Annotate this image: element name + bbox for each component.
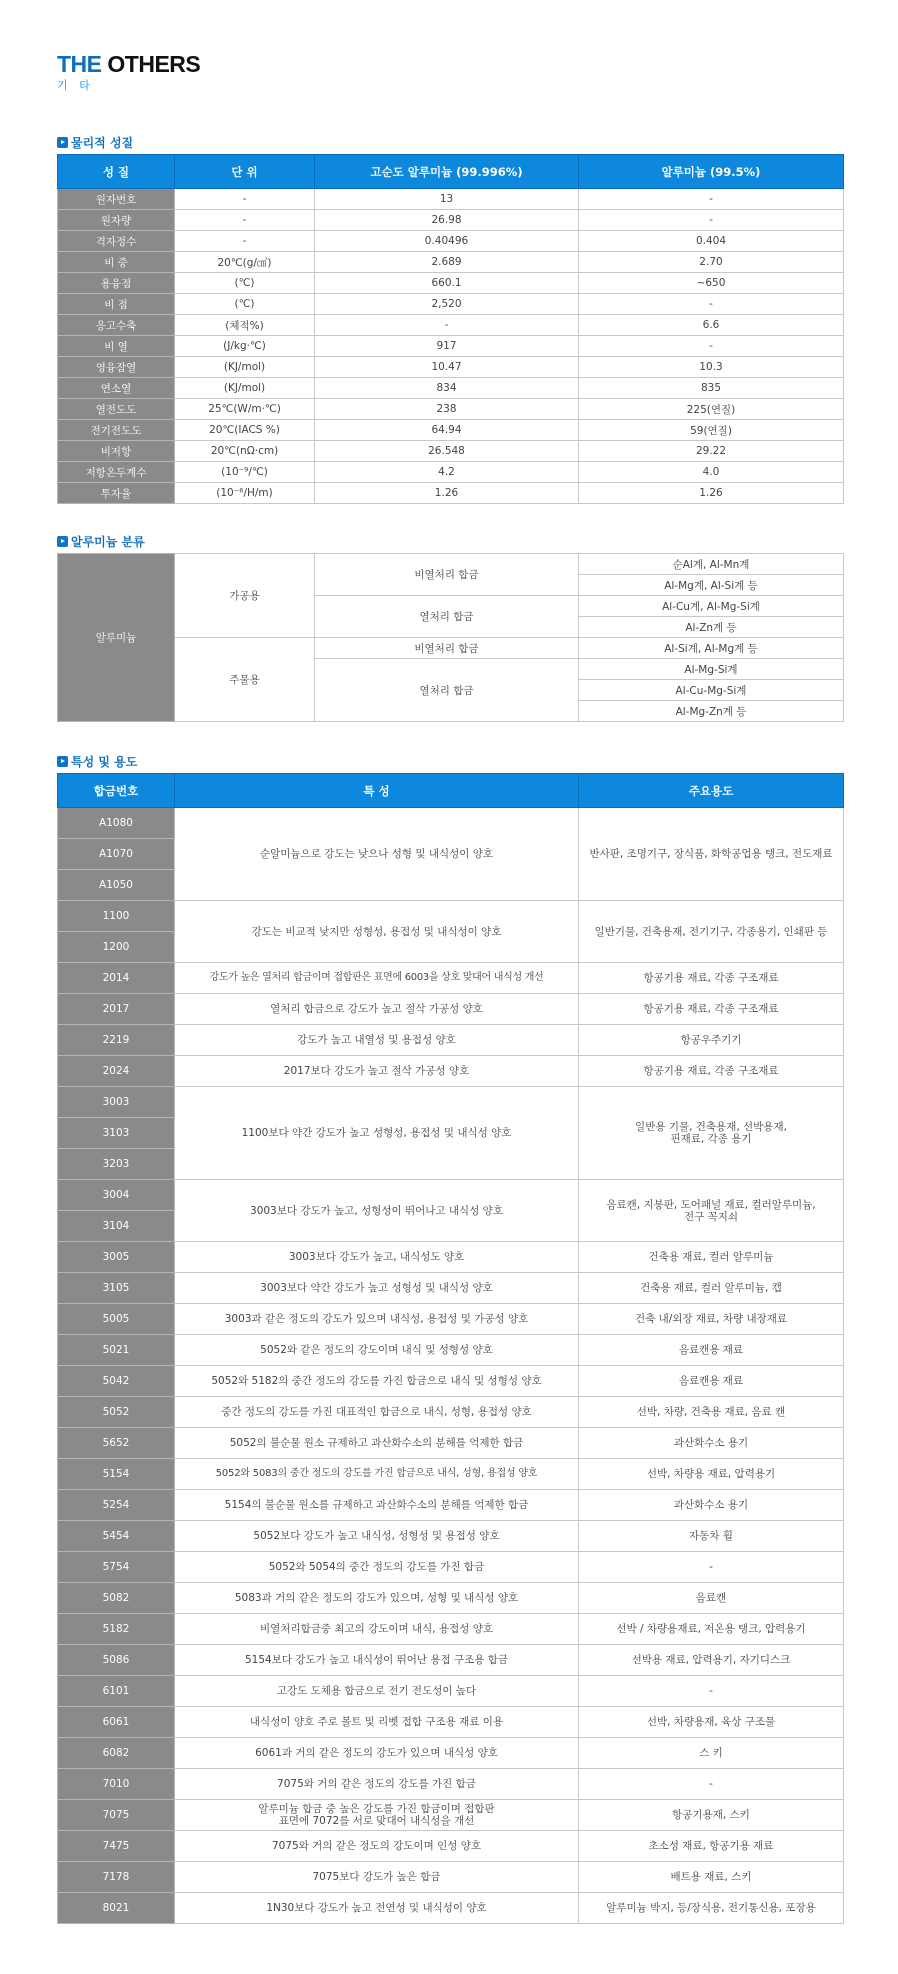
property-name: 열전도도 (58, 399, 175, 420)
aluminum-value: ~650 (579, 273, 844, 294)
alloy-application: 건축 내/외장 재료, 차량 내장재료 (579, 1304, 844, 1335)
table-row (58, 1490, 844, 1521)
section-title-physical (57, 134, 133, 150)
high-purity-value: 2.689 (315, 252, 579, 273)
alloy-feature: 3003보다 강도가 높고, 성형성이 뛰어나고 내식성 양호 (175, 1180, 579, 1242)
alloy-feature: 5154보다 강도가 높고 내식성이 뛰어난 용접 구조용 합금 (175, 1645, 579, 1676)
table-row (58, 231, 844, 252)
table-row (58, 1087, 844, 1118)
aluminum-value: - (579, 336, 844, 357)
alloy-code: 2219 (58, 1025, 175, 1056)
alloy-feature: 7075와 거의 같은 정도의 강도이며 인성 양호 (175, 1831, 579, 1862)
property-unit: (J/kg·℃) (175, 336, 315, 357)
alloy-code: 2017 (58, 994, 175, 1025)
property-name: 원자량 (58, 210, 175, 231)
alloy-application: 항공기용 재료, 각종 구조재료 (579, 963, 844, 994)
property-unit: (℃) (175, 294, 315, 315)
alloy-feature: 6061과 거의 같은 정도의 강도가 있으며 내식성 양호 (175, 1738, 579, 1769)
table-row (58, 336, 844, 357)
table-header-row (58, 774, 844, 808)
class-wrought-heat: 열처리 합금 (315, 596, 579, 638)
alloy-code: 8021 (58, 1893, 175, 1924)
high-purity-value: 1.26 (315, 483, 579, 504)
table-row (58, 462, 844, 483)
table-header-row (58, 155, 844, 189)
aluminum-value: - (579, 189, 844, 210)
arrow-bullet-icon (57, 756, 68, 767)
alloy-code: 6061 (58, 1707, 175, 1738)
table-row (58, 357, 844, 378)
property-name: 저항온두계수 (58, 462, 175, 483)
alloy-feature: 5052와 5054의 중간 정도의 강도를 가진 합금 (175, 1552, 579, 1583)
alloy-application: 과산화수소 용기 (579, 1490, 844, 1521)
alloy-application: 선박 / 차량용재료, 저온용 탱크, 압력용기 (579, 1614, 844, 1645)
table-row (58, 963, 844, 994)
property-name: 전기전도도 (58, 420, 175, 441)
alloy-application (579, 1180, 844, 1242)
table-row (58, 1800, 844, 1831)
alloy-code: 3203 (58, 1149, 175, 1180)
alloy-application: 건축용 재료, 컬러 알루미늄, 캡 (579, 1273, 844, 1304)
alloy-code: 1100 (58, 901, 175, 932)
table-row (58, 1893, 844, 1924)
class-cell: Al-Mg계, Al-Si계 등 (579, 575, 844, 596)
class-root: 알루미늄 (58, 554, 175, 722)
alloy-feature: 7075보다 강도가 높은 합금 (175, 1862, 579, 1893)
table-row (58, 1676, 844, 1707)
table-row (58, 1707, 844, 1738)
aluminum-value: 6.6 (579, 315, 844, 336)
aluminum-value: 0.404 (579, 231, 844, 252)
table-row (58, 1459, 844, 1490)
aluminum-value: - (579, 210, 844, 231)
table-row (58, 1366, 844, 1397)
alloy-application: 항공기용재, 스키 (579, 1800, 844, 1831)
high-purity-value: 13 (315, 189, 579, 210)
alloy-application: 일반기물, 건축용재, 전기기구, 각종용기, 인쇄판 등 (579, 901, 844, 963)
alloy-application: 초소성 재료, 항공기용 재료 (579, 1831, 844, 1862)
feature-line: 알루미늄 합금 중 높은 강도를 가진 합금이며 접합판 (258, 1803, 495, 1815)
table-row (58, 808, 844, 839)
col-header-high-purity: 고순도 알루미늄 (99.996%) (315, 155, 579, 189)
alloy-application: 선박, 차량용재, 육상 구조물 (579, 1707, 844, 1738)
alloy-code: 5652 (58, 1428, 175, 1459)
table-row (58, 1862, 844, 1893)
alloy-feature: 순알미늄으로 강도는 낮으나 성형 및 내식성이 양호 (175, 808, 579, 901)
table-row (58, 1273, 844, 1304)
col-header-aluminum: 알루미늄 (99.5%) (579, 155, 844, 189)
class-cell: Al-Zn계 등 (579, 617, 844, 638)
alloy-code: 5154 (58, 1459, 175, 1490)
alloy-code: 5254 (58, 1490, 175, 1521)
aluminum-value: 835 (579, 378, 844, 399)
alloy-code: 7178 (58, 1862, 175, 1893)
col-header-application: 주요용도 (579, 774, 844, 808)
col-header-feature: 특 성 (175, 774, 579, 808)
property-unit: (체적%) (175, 315, 315, 336)
col-header-property: 성 질 (58, 155, 175, 189)
alloy-uses-table (57, 773, 844, 1924)
table-row (58, 1242, 844, 1273)
property-name: 비 점 (58, 294, 175, 315)
high-purity-value: 4.2 (315, 462, 579, 483)
feature-line: 표면에 7072를 서로 맞대어 내식성을 개선 (278, 1815, 475, 1827)
high-purity-value: - (315, 315, 579, 336)
alloy-code: 7075 (58, 1800, 175, 1831)
aluminum-value: 4.0 (579, 462, 844, 483)
high-purity-value: 917 (315, 336, 579, 357)
application-line: 일반용 기물, 건축용재, 선박용재, (635, 1121, 787, 1133)
table-row (58, 189, 844, 210)
table-row (58, 1304, 844, 1335)
section-title-text: 알루미늄 분류 (71, 534, 145, 549)
table-row (58, 420, 844, 441)
class-cast-heat: 열처리 합금 (315, 659, 579, 722)
table-row (58, 210, 844, 231)
alloy-application: 항공기용 재료, 각종 구조재료 (579, 994, 844, 1025)
page-header (57, 52, 200, 93)
property-name: 비저항 (58, 441, 175, 462)
property-name: 비 중 (58, 252, 175, 273)
table-row (58, 1428, 844, 1459)
alloy-code: 7010 (58, 1769, 175, 1800)
alloy-code: 2014 (58, 963, 175, 994)
property-name: 격자정수 (58, 231, 175, 252)
class-cell: Al-Cu계, Al-Mg-Si계 (579, 596, 844, 617)
property-name: 용융점 (58, 273, 175, 294)
property-unit: (℃) (175, 273, 315, 294)
page-subtitle: 기 타 (57, 79, 94, 92)
property-name: 응고수축 (58, 315, 175, 336)
alloy-code: 5005 (58, 1304, 175, 1335)
section-title-text: 물리적 성질 (71, 135, 134, 150)
alloy-code: 6082 (58, 1738, 175, 1769)
alloy-code: 5082 (58, 1583, 175, 1614)
aluminum-value: 1.26 (579, 483, 844, 504)
aluminum-value: 2.70 (579, 252, 844, 273)
alloy-feature: 강도는 비교적 낮지만 성형성, 용접성 및 내식성이 양호 (175, 901, 579, 963)
alloy-feature: 5052와 5182의 중간 정도의 강도를 가진 합금으로 내식 및 성형성 양호 (175, 1366, 579, 1397)
table-row (58, 378, 844, 399)
class-wrought-non-heat: 비열처리 합금 (315, 554, 579, 596)
alloy-application: 선박, 차량, 건축용 재료, 음료 캔 (579, 1397, 844, 1428)
alloy-feature: 중간 정도의 강도를 가진 대표적인 합금으로 내식, 성형, 용접성 양호 (175, 1397, 579, 1428)
property-name: 영융잠열 (58, 357, 175, 378)
property-unit: 25℃(W/m·℃) (175, 399, 315, 420)
alloy-application: 선박용 재료, 압력용기, 자기디스크 (579, 1645, 844, 1676)
alloy-feature (175, 1800, 579, 1831)
alloy-code: 3103 (58, 1118, 175, 1149)
alloy-application: 음료캔용 재료 (579, 1366, 844, 1397)
classification-table (57, 553, 844, 722)
table-row (58, 1769, 844, 1800)
alloy-application: 선박, 차량용 재료, 압력용기 (579, 1459, 844, 1490)
property-unit: (KJ/mol) (175, 357, 315, 378)
alloy-code: 3005 (58, 1242, 175, 1273)
alloy-application: 음료캔용 재료 (579, 1335, 844, 1366)
table-row (58, 1521, 844, 1552)
alloy-code: 5754 (58, 1552, 175, 1583)
alloy-application: 음료캔 (579, 1583, 844, 1614)
property-unit: 20℃(nΩ·cm) (175, 441, 315, 462)
alloy-code: 3105 (58, 1273, 175, 1304)
alloy-application: - (579, 1769, 844, 1800)
table-row (58, 1583, 844, 1614)
alloy-code: 5086 (58, 1645, 175, 1676)
aluminum-value: 59(연질) (579, 420, 844, 441)
alloy-feature: 내식성이 양호 주로 볼트 및 리벳 접합 구조용 재료 이용 (175, 1707, 579, 1738)
section-title-text: 특성 및 용도 (71, 754, 138, 769)
alloy-application: - (579, 1676, 844, 1707)
property-unit: 20℃(IACS %) (175, 420, 315, 441)
col-header-alloy: 합금번호 (58, 774, 175, 808)
property-unit: - (175, 210, 315, 231)
alloy-application: 스 키 (579, 1738, 844, 1769)
alloy-application: 자동차 휠 (579, 1521, 844, 1552)
aluminum-value: 10.3 (579, 357, 844, 378)
alloy-feature: 5052와 같은 정도의 강도이며 내식 및 성형성 양호 (175, 1335, 579, 1366)
property-unit: (10⁻⁶/H/m) (175, 483, 315, 504)
table-row (58, 1831, 844, 1862)
table-row (58, 1552, 844, 1583)
alloy-feature: 3003보다 약간 강도가 높고 성형성 및 내식성 양호 (175, 1273, 579, 1304)
class-cast-non-heat: 비열처리 합금 (315, 638, 579, 659)
section-title-uses (57, 753, 137, 769)
property-unit: - (175, 231, 315, 252)
table-row (58, 1397, 844, 1428)
high-purity-value: 26.548 (315, 441, 579, 462)
table-row (58, 1335, 844, 1366)
property-name: 연소열 (58, 378, 175, 399)
alloy-code: 3003 (58, 1087, 175, 1118)
high-purity-value: 834 (315, 378, 579, 399)
alloy-feature: 3003보다 강도가 높고, 내식성도 양호 (175, 1242, 579, 1273)
alloy-feature: 열처리 합금으로 강도가 높고 절삭 가공성 양호 (175, 994, 579, 1025)
brand-prefix: THE (57, 51, 102, 77)
high-purity-value: 660.1 (315, 273, 579, 294)
property-unit: (KJ/mol) (175, 378, 315, 399)
brand-title (57, 52, 200, 76)
section-title-classification (57, 533, 145, 549)
alloy-code: 5454 (58, 1521, 175, 1552)
table-row (58, 1025, 844, 1056)
alloy-code: A1050 (58, 870, 175, 901)
alloy-feature: 5052보다 강도가 높고 내식성, 성형성 및 용접성 양호 (175, 1521, 579, 1552)
property-unit: - (175, 189, 315, 210)
aluminum-value: 29.22 (579, 441, 844, 462)
table-row (58, 294, 844, 315)
alloy-application: 항공기용 재료, 각종 구조재료 (579, 1056, 844, 1087)
class-cast: 주물용 (175, 638, 315, 722)
alloy-code: 5042 (58, 1366, 175, 1397)
alloy-application: 배트용 재료, 스키 (579, 1862, 844, 1893)
table-row (58, 1056, 844, 1087)
aluminum-value: 225(연질) (579, 399, 844, 420)
alloy-feature: 강도가 높고 내열성 및 용접성 양호 (175, 1025, 579, 1056)
alloy-code: 5052 (58, 1397, 175, 1428)
class-wrought: 가공용 (175, 554, 315, 638)
class-cell: Al-Mg-Zn계 등 (579, 701, 844, 722)
alloy-code: 2024 (58, 1056, 175, 1087)
alloy-application: 알루미늄 박지, 등/장식용, 전기통신용, 포장용 (579, 1893, 844, 1924)
aluminum-value: - (579, 294, 844, 315)
class-cell: Al-Mg-Si계 (579, 659, 844, 680)
alloy-code: 3004 (58, 1180, 175, 1211)
table-row (58, 994, 844, 1025)
high-purity-value: 26.98 (315, 210, 579, 231)
property-name: 원자번호 (58, 189, 175, 210)
table-row (58, 901, 844, 932)
alloy-application: 과산화수소 용기 (579, 1428, 844, 1459)
application-line: 핀재료, 각종 용기 (670, 1133, 752, 1145)
alloy-feature: 비열처리합금중 최고의 강도이며 내식, 용접성 양호 (175, 1614, 579, 1645)
alloy-code: 7475 (58, 1831, 175, 1862)
arrow-bullet-icon (57, 536, 68, 547)
application-line: 음료캔, 지붕판, 도어패널 재료, 컬러알루미늄, (606, 1198, 816, 1211)
alloy-feature: 5154의 불순물 원소를 규제하고 과산화수소의 분해를 억제한 합금 (175, 1490, 579, 1521)
table-row (58, 315, 844, 336)
alloy-feature: 1N30보다 강도가 높고 전연성 및 내식성이 양호 (175, 1893, 579, 1924)
alloy-application (579, 1087, 844, 1180)
table-row (58, 483, 844, 504)
alloy-feature: 1100보다 약간 강도가 높고 성형성, 용접성 및 내식성 양호 (175, 1087, 579, 1180)
physical-properties-table (57, 154, 844, 504)
alloy-code: 5182 (58, 1614, 175, 1645)
col-header-unit: 단 위 (175, 155, 315, 189)
property-unit: 20℃(g/㎤) (175, 252, 315, 273)
alloy-code: A1070 (58, 839, 175, 870)
alloy-code: 1200 (58, 932, 175, 963)
table-row (58, 1738, 844, 1769)
alloy-application: 항공우주기기 (579, 1025, 844, 1056)
property-name: 비 열 (58, 336, 175, 357)
alloy-feature: 7075와 거의 같은 정도의 강도를 가진 합금 (175, 1769, 579, 1800)
table-row (58, 441, 844, 462)
brand-rest: OTHERS (101, 51, 201, 77)
alloy-application: - (579, 1552, 844, 1583)
table-row (58, 252, 844, 273)
alloy-feature: 5052의 불순물 원소 규제하고 과산화수소의 분해를 억제한 합금 (175, 1428, 579, 1459)
alloy-application: 반사판, 조명기구, 장식품, 화학공업용 탱크, 전도재료 (579, 808, 844, 901)
alloy-code: 6101 (58, 1676, 175, 1707)
table-row (58, 399, 844, 420)
high-purity-value: 2,520 (315, 294, 579, 315)
property-name: 투자율 (58, 483, 175, 504)
high-purity-value: 0.40496 (315, 231, 579, 252)
arrow-bullet-icon (57, 137, 68, 148)
high-purity-value: 10.47 (315, 357, 579, 378)
table-row (58, 1180, 844, 1211)
property-unit: (10⁻⁹/℃) (175, 462, 315, 483)
alloy-feature: 강도가 높은 열처리 합금이며 접합판은 표면에 6003을 상호 맞대어 내식성 개선 (175, 963, 579, 994)
table-row (58, 638, 844, 659)
alloy-feature: 고강도 도체용 합금으로 전기 전도성이 높다 (175, 1676, 579, 1707)
alloy-feature: 5083과 거의 같은 정도의 강도가 있으며, 성형 및 내식성 양호 (175, 1583, 579, 1614)
table-row (58, 1645, 844, 1676)
table-row (58, 1614, 844, 1645)
class-cell: Al-Si계, Al-Mg계 등 (579, 638, 844, 659)
high-purity-value: 238 (315, 399, 579, 420)
high-purity-value: 64.94 (315, 420, 579, 441)
class-cell: Al-Cu-Mg-Si계 (579, 680, 844, 701)
alloy-feature: 3003과 같은 정도의 강도가 있으며 내식성, 용접성 및 가공성 양호 (175, 1304, 579, 1335)
alloy-application: 건축용 재료, 컬러 알루미늄 (579, 1242, 844, 1273)
application-line: 전구 꼭지쇠 (683, 1210, 739, 1223)
alloy-code: 3104 (58, 1211, 175, 1242)
class-cell: 순Al계, Al-Mn계 (579, 554, 844, 575)
alloy-feature: 5052와 5083의 중간 정도의 강도를 가진 합금으로 내식, 성형, 용접성 양호 (175, 1459, 579, 1490)
table-row (58, 554, 844, 575)
physical-table-body (58, 189, 844, 504)
alloy-code: A1080 (58, 808, 175, 839)
alloy-code: 5021 (58, 1335, 175, 1366)
table-row (58, 273, 844, 294)
alloy-feature: 2017보다 강도가 높고 절삭 가공성 양호 (175, 1056, 579, 1087)
